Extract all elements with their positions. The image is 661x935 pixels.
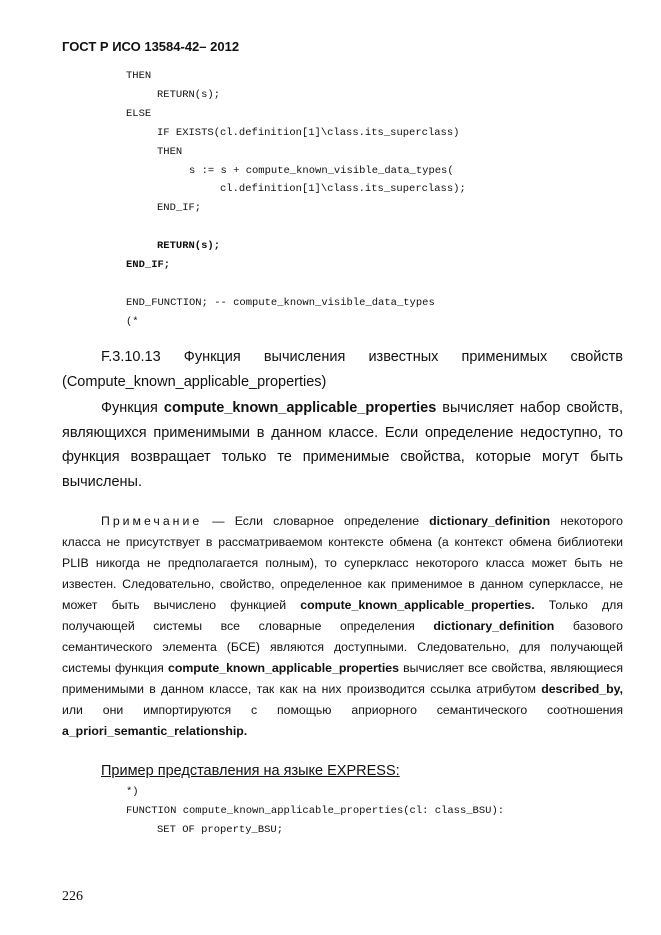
note-line: PLIB никогда не предполагается полным), то суперкласс некоторого класса может быть не xyxy=(62,556,623,570)
code-line: THEN xyxy=(126,70,152,82)
section-heading-line2: (Compute_known_applicable_properties) xyxy=(62,374,327,390)
note-line: применимыми в данном классе, так как на них производится ссылка атрибутом described_by, xyxy=(62,682,623,696)
code-line: IF EXISTS(cl.definition[1]\class.its_superclass) xyxy=(157,127,460,139)
code-line: END_IF; xyxy=(126,259,171,271)
section-number: F.3.10.13 xyxy=(101,349,161,365)
code-line: s := s + compute_known_visible_data_types( xyxy=(189,165,454,177)
paragraph-line: функция возвращает только те применимые свойства, которые могут быть xyxy=(62,449,623,465)
function-name: compute_known_applicable_properties xyxy=(163,400,437,416)
note-line: семантического элемента (БСЕ) являются доступными. Следовательно, для получающей xyxy=(62,640,623,654)
code-line: RETURN(s); xyxy=(157,240,221,252)
note-label: Примечание xyxy=(101,514,203,528)
note-line: системы функция compute_known_applicable_properties вычисляет все свойства, являющиеся xyxy=(62,661,623,675)
note-line: класса не присутствует в рассматриваемом контексте обмена (а контекст обмена библиотеки xyxy=(62,535,623,549)
note-line: Примечание — Если словарное определение dictionary_definition некоторого xyxy=(101,514,623,528)
note-line: известен. Следовательно, свойство, определенное как применимое в данном суперклассе, не xyxy=(62,577,623,591)
example-title: Пример представления на языке EXPRESS: xyxy=(101,763,400,779)
section-heading-line1: F.3.10.13 Функция вычисления известных применимых свойств xyxy=(101,349,623,365)
note-line: или они импортируются с помощью априорного семантического соотношения xyxy=(62,703,623,717)
code-line: *) xyxy=(126,786,139,798)
code-line: END_IF; xyxy=(157,202,202,214)
paragraph-line: являющихся применимыми в данном классе. Если определение недоступно, то xyxy=(62,425,623,441)
code-line: RETURN(s); xyxy=(157,89,221,101)
note-line: может быть вычислено функцией compute_known_applicable_properties. Только для xyxy=(62,598,623,612)
paragraph-line: Функция compute_known_applicable_properties вычисляет набор свойств, xyxy=(101,400,623,416)
code-line: ELSE xyxy=(126,108,152,120)
code-line: cl.definition[1]\class.its_superclass); xyxy=(220,183,466,195)
page-number: 226 xyxy=(62,889,83,904)
code-line: (* xyxy=(126,316,139,328)
code-line: THEN xyxy=(157,146,183,158)
note-line: a_priori_semantic_relationship. xyxy=(62,724,248,738)
code-line: FUNCTION compute_known_applicable_properties(cl: class_BSU): xyxy=(126,805,505,817)
code-line: END_FUNCTION; -- compute_known_visible_data_types xyxy=(126,297,435,309)
document-header: ГОСТ Р ИСО 13584-42– 2012 xyxy=(62,39,240,54)
code-line: SET OF property_BSU; xyxy=(157,824,284,836)
note-line: получающей системы все словарные определения dictionary_definition базового xyxy=(62,619,623,633)
paragraph-line: вычислены. xyxy=(62,474,143,490)
